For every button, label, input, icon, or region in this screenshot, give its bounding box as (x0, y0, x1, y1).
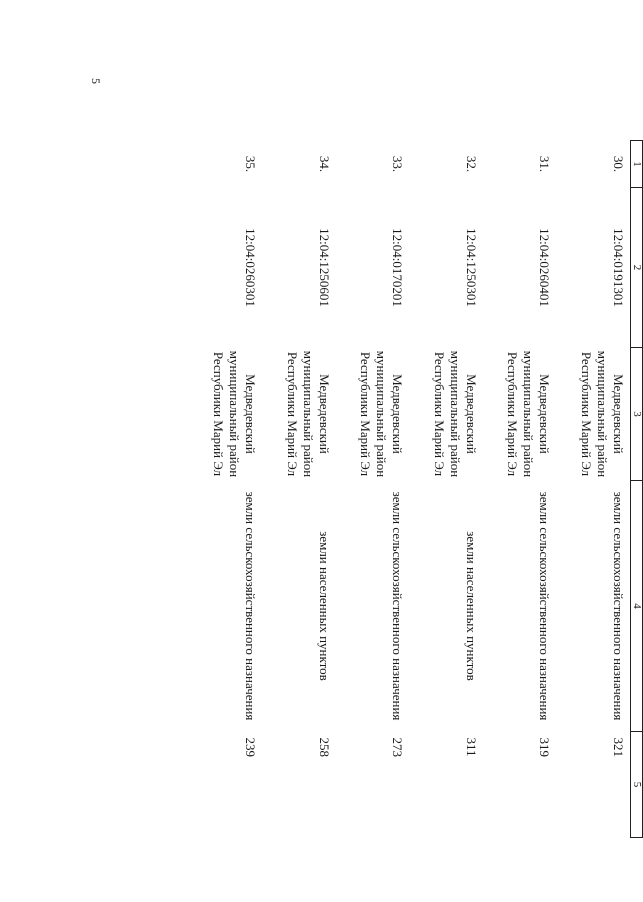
table-row (557, 141, 631, 838)
table-row (336, 141, 410, 838)
page-number: 5 (89, 78, 103, 84)
value-cell: 239 (243, 737, 259, 757)
cadastral-number: 12:04:1250301 (464, 228, 479, 307)
row-number: 30. (611, 155, 626, 173)
row-number: 31. (537, 155, 553, 173)
header-row (631, 141, 643, 838)
value-cell: 258 (317, 737, 332, 757)
district-name: Медведевский муниципальный район Республики Марий Эл (211, 350, 259, 478)
cadastral-number: 12:04:0260401 (537, 228, 553, 307)
value-cell: 319 (537, 737, 553, 757)
table-row (263, 141, 337, 838)
cadastral-number: 12:04:0260301 (243, 228, 259, 307)
row-number: 32. (464, 155, 479, 173)
cadastral-number: 12:04:0170201 (390, 228, 406, 307)
land-table (211, 140, 643, 837)
land-category: земли сельскохозяйственного назначения (390, 491, 406, 721)
row-number: 35. (243, 155, 259, 173)
header-col-4: 4 (631, 481, 643, 732)
district-name: Медведевский муниципальный район Республики Марий Эл (579, 350, 626, 478)
row-number: 34. (317, 155, 332, 173)
land-category: земли населенных пунктов (464, 531, 479, 681)
table-row (189, 141, 263, 838)
district-name: Медведевский муниципальный район Республики Марий Эл (358, 350, 406, 478)
district-name: Медведевский муниципальный район Республики Марий Эл (505, 350, 553, 478)
land-category: земли сельскохозяйственного назначения (243, 491, 259, 721)
row-number: 33. (390, 155, 406, 173)
land-category: земли сельскохозяйственного назначения (611, 491, 626, 721)
value-cell: 311 (464, 737, 479, 757)
land-category: земли населенных пунктов (317, 531, 332, 681)
data-table (189, 140, 643, 838)
district-name: Медведевский муниципальный район Республики Марий Эл (432, 350, 479, 478)
land-category: земли сельскохозяйственного назначения (537, 491, 553, 721)
value-cell: 321 (611, 737, 626, 757)
header-col-1: 1 (631, 141, 643, 188)
cadastral-number: 12:04:1250601 (317, 228, 332, 307)
value-cell: 273 (390, 737, 406, 757)
table-row (483, 141, 557, 838)
header-col-3: 3 (631, 348, 643, 481)
header-col-5: 5 (631, 732, 643, 838)
table-row (410, 141, 484, 838)
district-name: Медведевский муниципальный район Республики Марий Эл (285, 350, 332, 478)
header-col-2: 2 (631, 188, 643, 348)
cadastral-number: 12:04:0191301 (611, 228, 626, 307)
